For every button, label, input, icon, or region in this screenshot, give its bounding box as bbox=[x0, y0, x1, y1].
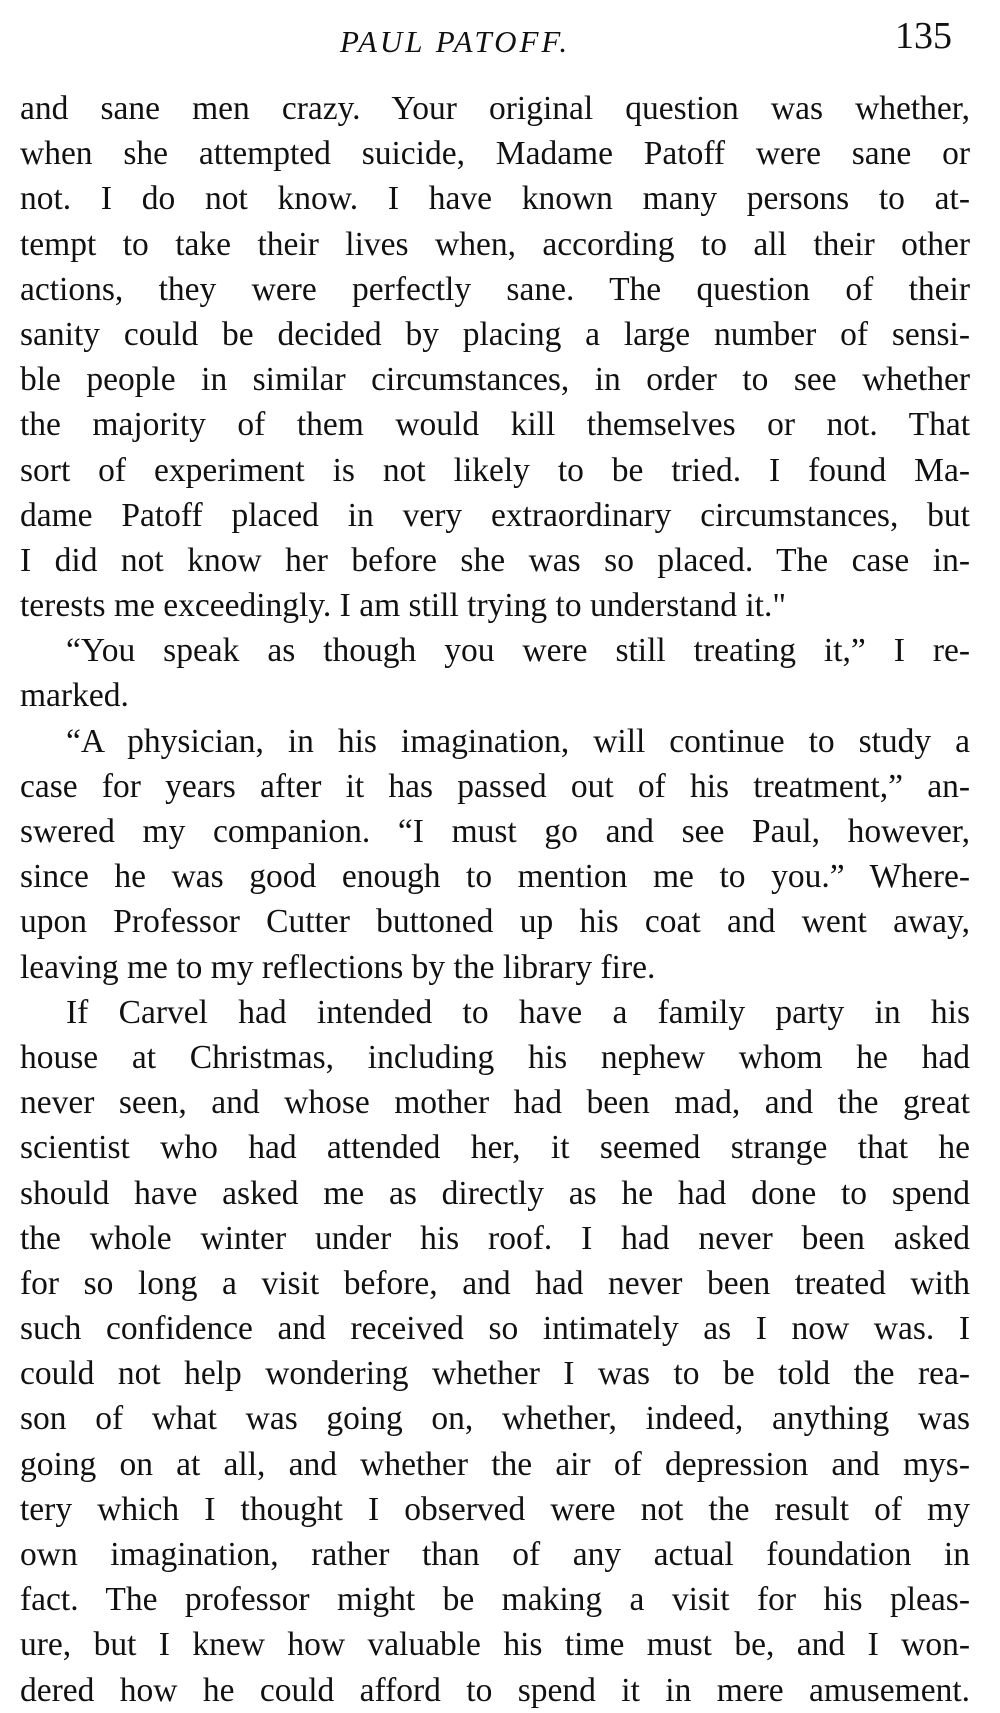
text-line: going on at all, and whether the air of depression and mys- bbox=[20, 1445, 970, 1483]
text-line: ble people in similar circumstances, in order to see whether bbox=[20, 361, 970, 399]
text-line: “You speak as though you were still treating it,” I re- bbox=[66, 632, 970, 670]
text-line: tery which I thought I observed were not the result of my bbox=[20, 1490, 970, 1528]
text-line: scientist who had attended her, it seemed strange that he bbox=[20, 1129, 970, 1167]
text-line: the whole winter under his roof. I had never been asked bbox=[20, 1219, 970, 1257]
text-line: case for years after it has passed out of his treatment,” an- bbox=[20, 767, 970, 805]
running-header bbox=[0, 14, 1000, 64]
text-line: house at Christmas, including his nephew whom he had bbox=[20, 1038, 970, 1076]
text-line: tempt to take their lives when, according to all their other bbox=[20, 225, 970, 263]
text-line: the majority of them would kill themselves or not. That bbox=[20, 406, 970, 444]
text-line: could not help wondering whether I was to be told the rea- bbox=[20, 1355, 970, 1393]
text-line: such confidence and received so intimately as I now was. I bbox=[20, 1310, 970, 1348]
text-line: since he was good enough to mention me to you.” Where- bbox=[20, 858, 970, 896]
text-line: ure, but I knew how valuable his time must be, and I won- bbox=[20, 1626, 970, 1664]
text-line: not. I do not know. I have known many persons to at- bbox=[20, 180, 970, 218]
text-line: should have asked me as directly as he had done to spend bbox=[20, 1174, 970, 1212]
page-number: 135 bbox=[895, 15, 952, 57]
text-line: marked. bbox=[20, 677, 129, 715]
text-line: son of what was going on, whether, indeed, anything was bbox=[20, 1400, 970, 1438]
text-line: own imagination, rather than of any actual foundation in bbox=[20, 1536, 970, 1573]
text-line: dame Patoff placed in very extraordinary circumstances, but bbox=[20, 496, 970, 534]
text-line: upon Professor Cutter buttoned up his coat and went away, bbox=[20, 903, 970, 941]
text-line: never seen, and whose mother had been mad, and the great bbox=[20, 1084, 970, 1122]
text-line: sanity could be decided by placing a large number of sensi- bbox=[20, 315, 970, 353]
text-line: sort of experiment is not likely to be tried. I found Ma- bbox=[20, 451, 970, 489]
running-title: PAUL PATOFF. bbox=[340, 24, 571, 59]
text-line: I did not know her before she was so placed. The case in- bbox=[20, 541, 970, 579]
text-line: and sane men crazy. Your original question was whether, bbox=[20, 90, 970, 127]
text-line: fact. The professor might be making a visit for his pleas- bbox=[20, 1581, 970, 1619]
text-line: when she attempted suicide, Madame Patoff were sane or bbox=[20, 135, 970, 173]
text-line: for so long a visit before, and had never been treated with bbox=[20, 1264, 970, 1302]
text-line: actions, they were perfectly sane. The question of their bbox=[20, 270, 970, 308]
text-line: dered how he could afford to spend it in mere amusement. bbox=[20, 1671, 970, 1709]
text-line: “A physician, in his imagination, will continue to study a bbox=[66, 722, 970, 760]
text-line: swered my companion. “I must go and see Paul, however, bbox=[20, 813, 970, 850]
text-line: If Carvel had intended to have a family party in his bbox=[66, 993, 970, 1031]
text-line: leaving me to my reflections by the library fire. bbox=[20, 948, 656, 986]
text-line: terests me exceedingly. I am still trying to understand it." bbox=[20, 587, 787, 625]
body-text bbox=[20, 86, 970, 1713]
